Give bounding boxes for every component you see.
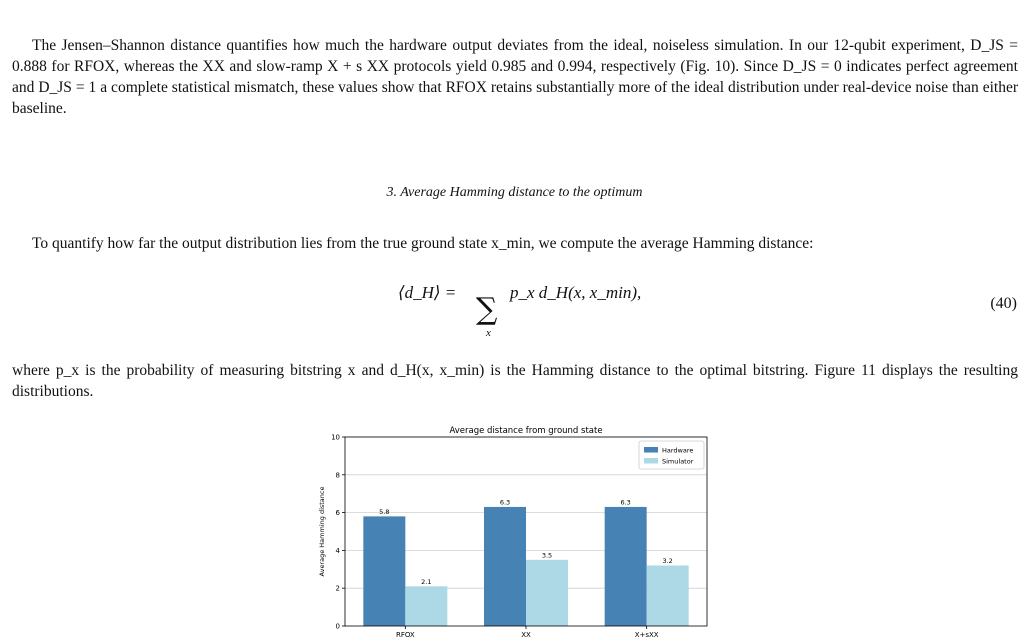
- bar-simulator-xx: [526, 560, 568, 626]
- equation-rhs: p_x d_H(x, x_min),: [510, 283, 642, 302]
- bar-label-hardware-xx: 6.3: [499, 498, 511, 507]
- paragraph-js-distance-text: The Jensen–Shannon distance quantifies how much the hardware output deviates from the ideal, noiseless simulation. In our 12-qubit experiment, D_JS = 0.888 for RFOX, whereas the XX and slow-ramp X + s XX protocols yield 0.985 and 0.994, respectively (Fig. 10). Since D_JS = 0 indicates perfect agreement and D_JS = 1 a complete statistical mismatch, these values show that RFOX retains substantially more of the ideal distribution under real-device noise than either baseline.: [12, 37, 1018, 117]
- legend-swatch-hardware: [644, 447, 658, 453]
- paragraph-figure-ref: [12, 360, 1018, 402]
- equation-sum-index: x: [486, 327, 491, 339]
- bar-label-simulator-x+sxx: 3.2: [662, 557, 673, 566]
- bar-label-hardware-x+sxx: 6.3: [620, 498, 631, 507]
- bar-label-simulator-rfox: 2.1: [421, 577, 432, 586]
- y-tick-label-4: 8: [335, 471, 340, 480]
- bar-simulator-rfox: [405, 586, 447, 626]
- bar-label-hardware-rfox: 5.8: [379, 507, 390, 516]
- bar-hardware-xx: [484, 507, 526, 626]
- equation-40: [0, 283, 1029, 339]
- section-title: 3. Average Hamming distance to the optimum: [386, 185, 643, 200]
- bar-chart-figure: [312, 420, 712, 642]
- bar-hardware-x+sxx: [605, 507, 647, 626]
- chart-title: Average distance from ground state: [449, 426, 603, 436]
- x-tick-label-2: X+sXX: [634, 631, 659, 639]
- legend-label-simulator: Simulator: [662, 457, 694, 466]
- y-tick-label-2: 4: [335, 546, 340, 555]
- legend-label-hardware: Hardware: [662, 446, 694, 455]
- bar-hardware-rfox: [363, 516, 405, 626]
- y-axis-label: Average Hamming distance: [318, 486, 326, 577]
- x-tick-label-0: RFOX: [395, 631, 415, 639]
- legend-swatch-simulator: [644, 458, 658, 464]
- x-tick-label-1: XX: [521, 631, 531, 639]
- bar-label-simulator-xx: 3.5: [541, 551, 553, 560]
- equation-sum-symbol: ∑: [476, 292, 498, 327]
- y-tick-label-0: 0: [335, 622, 340, 631]
- bar-simulator-x+sxx: [647, 566, 689, 626]
- paragraph-hamming-intro-text: To quantify how far the output distribution lies from the true ground state x_min, we compute the average Hamming distance:: [32, 235, 814, 252]
- paragraph-js-distance: [12, 35, 1018, 119]
- y-tick-label-3: 6: [335, 509, 340, 518]
- equation-number: (40): [990, 295, 1017, 312]
- paragraph-hamming-intro: [12, 233, 1018, 254]
- y-tick-label-1: 2: [335, 584, 340, 593]
- equation-lhs: ⟨d_H⟩ =: [398, 283, 457, 302]
- paragraph-figure-ref-text: where p_x is the probability of measuring bitstring x and d_H(x, x_min) is the Hamming distance to the optimal bitstring. Figure 11 displays the resulting distributions.: [12, 362, 1018, 400]
- y-tick-label-5: 10: [331, 433, 340, 442]
